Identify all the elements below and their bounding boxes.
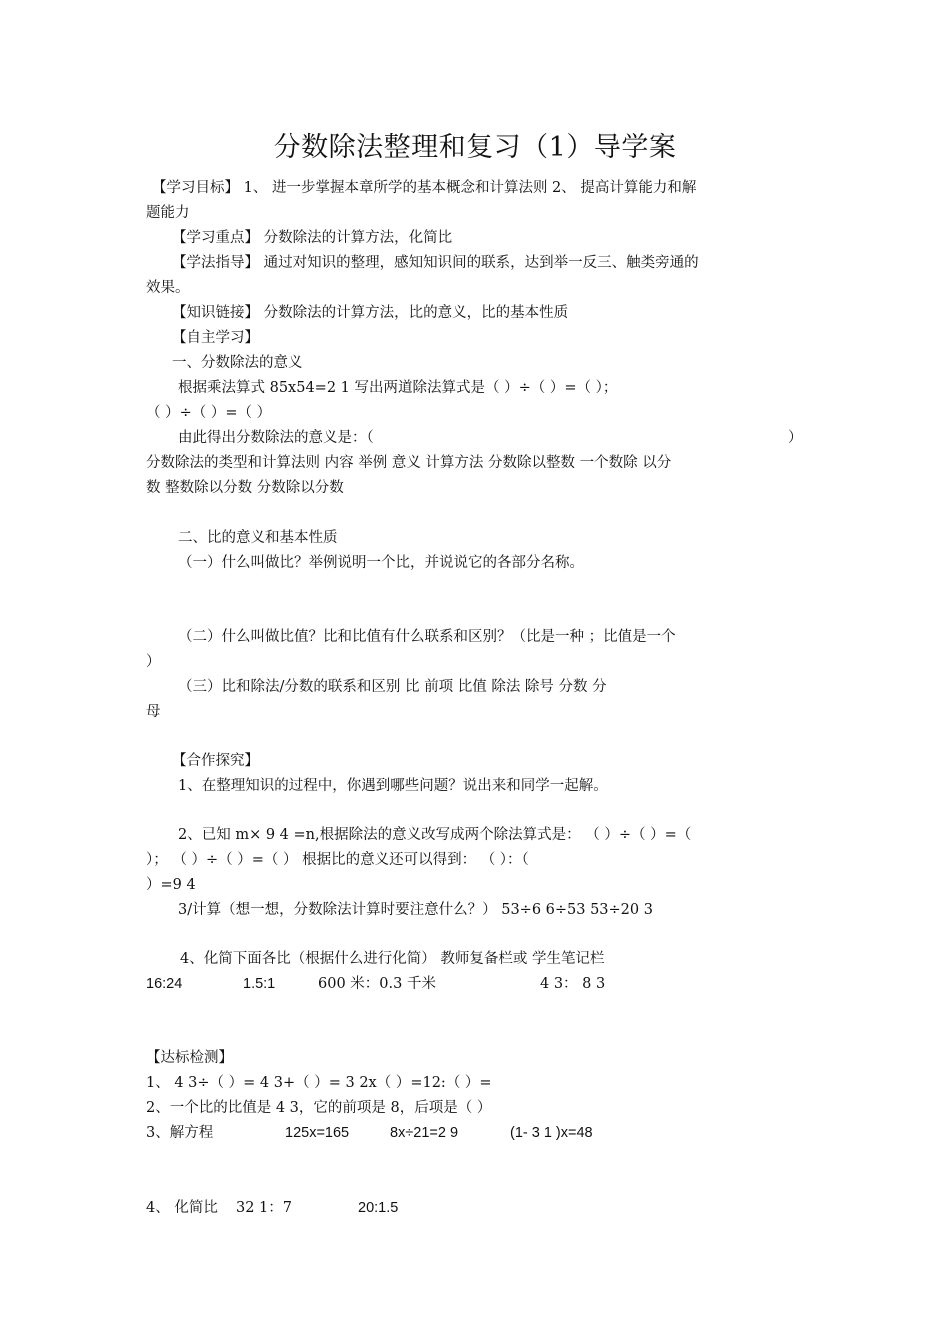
method-line-1: 【学法指导】 通过对知识的整理，感知知识间的联系，达到举一反三、触类旁通的 xyxy=(172,255,699,271)
test-heading: 【达标检测】 xyxy=(146,1050,233,1066)
ratio-item: 1.5:1 xyxy=(243,976,276,992)
explore-q2b: ）； （ ）÷（ ）=（ ） 根据比的意义还可以得到： （ ）：（ xyxy=(146,852,529,868)
part1-line-5: 数 整数除以分数 分数除以分数 xyxy=(146,480,344,496)
test-q1: 1、 4 3÷（ ）= 4 3+（ ）= 3 2x（ ）=12:（ ）= xyxy=(146,1075,492,1091)
test-q2: 2、一个比的比值是 4 3，它的前项是 8，后项是（ ） xyxy=(146,1100,492,1116)
knowledge-link: 【知识链接】 分数除法的计算方法，比的意义，比的基本性质 xyxy=(172,305,569,321)
part2-q2b: ） xyxy=(146,654,161,670)
method-line-2: 效果。 xyxy=(146,280,190,296)
equation-item: 125x=165 xyxy=(285,1125,350,1141)
part1-heading: 一、分数除法的意义 xyxy=(172,355,303,371)
goal-line-1: 【学习目标】 1、 进一步掌握本章所学的基本概念和计算法则 2、 提高计算能力和解 xyxy=(152,180,697,196)
simplify-item: 32 1：7 xyxy=(236,1200,293,1216)
explore-q1: 1、在整理知识的过程中，你遇到哪些问题？说出来和同学一起解。 xyxy=(178,778,608,794)
part2-q2a: （二）什么叫做比值？比和比值有什么联系和区别？（比是一种 ；比值是一个 xyxy=(178,629,676,645)
self-study-heading: 【自主学习】 xyxy=(172,330,259,346)
test-q4-label: 4、 化简比 xyxy=(146,1200,218,1216)
part1-line-1: 根据乘法算式 85x54=2 1 写出两道除法算式是（ ）÷（ ）=（ ）； xyxy=(178,380,618,396)
equation-item: 8x÷21=2 9 xyxy=(390,1125,459,1141)
simplify-item: 20:1.5 xyxy=(358,1200,399,1216)
equation-item: (1- 3 1 )x=48 xyxy=(510,1125,593,1141)
explore-q4: 4、化简下面各比（根据什么进行化简） 教师复备栏或 学生笔记栏 xyxy=(180,951,605,967)
key-point: 【学习重点】 分数除法的计算方法，化简比 xyxy=(172,230,453,246)
part2-q3b: 母 xyxy=(146,704,161,720)
explore-q2c: ）=9 4 xyxy=(146,877,196,893)
part2-q1: （一）什么叫做比？举例说明一个比，并说说它的各部分名称。 xyxy=(178,555,584,571)
ratio-item: 4 3： 8 3 xyxy=(540,976,606,992)
ratio-item: 600 米：0.3 千米 xyxy=(318,976,436,992)
part1-line-4: 分数除法的类型和计算法则 内容 举例 意义 计算方法 分数除以整数 一个数除 以分 xyxy=(146,455,672,471)
part1-line-2: （ ）÷（ ）=（ ） xyxy=(146,405,272,421)
goal-line-2: 题能力 xyxy=(146,205,190,221)
page-title: 分数除法整理和复习（1）导学案 xyxy=(273,132,677,163)
explore-q2a: 2、已知 m× 9 4 =n,根据除法的意义改写成两个除法算式是： （ ）÷（ ）=（ xyxy=(178,827,692,843)
part1-line-3b: ） xyxy=(788,430,803,446)
explore-q3: 3/计算（想一想，分数除法计算时要注意什么？） 53÷6 6÷53 53÷20 3 xyxy=(178,902,653,918)
part1-line-3a: 由此得出分数除法的意义是：（ xyxy=(178,430,374,446)
part2-q3a: （三）比和除法/分数的联系和区别 比 前项 比值 除法 除号 分数 分 xyxy=(178,679,607,695)
ratio-item: 16:24 xyxy=(146,976,183,992)
test-q3-label: 3、解方程 xyxy=(146,1125,214,1141)
part2-heading: 二、比的意义和基本性质 xyxy=(178,530,338,546)
explore-heading: 【合作探究】 xyxy=(172,753,259,769)
